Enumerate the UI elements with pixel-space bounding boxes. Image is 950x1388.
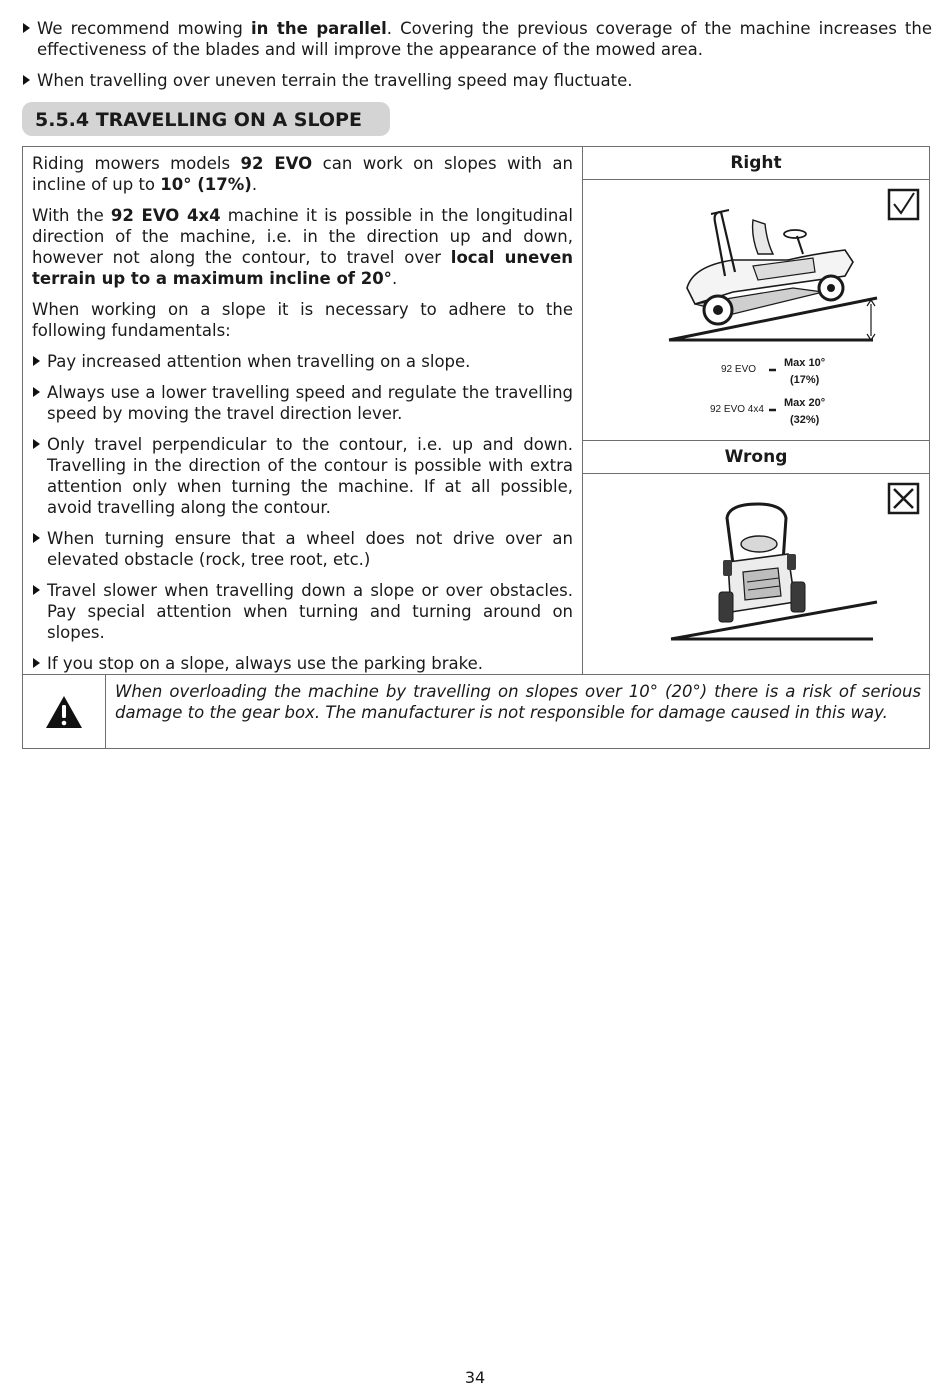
warning-box — [22, 674, 930, 749]
warning-icon-cell — [23, 675, 106, 748]
fundamental-bullet: Always use a lower travelling speed and regulate the travelling speed by moving the travel direction lever. — [32, 382, 573, 424]
text-run: . — [251, 175, 258, 194]
spec-model-92evo: 92 EVO — [721, 364, 757, 375]
spec-max-92evo-4x4: Max 20° — [784, 397, 826, 409]
text-run: . — [391, 269, 398, 288]
bold-run: 92 EVO — [240, 154, 313, 173]
illustration-column — [583, 147, 929, 674]
fundamental-bullet: Travel slower when travelling down a slope or over obstacles. Pay special attention when turning and turning around on slopes. — [32, 580, 573, 643]
paragraph-92evo — [32, 153, 573, 195]
bold-run: 92 EVO 4x4 — [110, 206, 221, 225]
fundamental-bullet: Pay increased attention when travelling on a slope. — [32, 351, 573, 372]
intro-bullet-uneven: When travelling over uneven terrain the travelling speed may fluctuate. — [22, 70, 932, 91]
fundamental-bullet: Only travel perpendicular to the contour, i.e. up and down. Travelling in the direction of the contour is possible with extra attention only when turning the machine. If at all possible, avoid travelling along the contour. — [32, 434, 573, 518]
slope-table — [22, 146, 930, 675]
intro-text: . Covering the previous coverage of the machine increases the effectiveness of the blades and will improve the appearance of the mowed area. — [37, 19, 932, 59]
spec-model-92evo-4x4: 92 EVO 4x4 — [710, 404, 764, 415]
mower-uphill-illustration — [583, 180, 929, 440]
intro-bold-text: in the parallel — [250, 19, 387, 38]
mower-across-slope-illustration — [583, 474, 929, 674]
text-run: With the — [32, 206, 111, 225]
bold-run: local uneven terrain up to a maximum incline of 20° — [32, 248, 574, 288]
spec-percent-92evo: (17%) — [790, 374, 820, 386]
text-run: can work on slopes with an incline of up to — [32, 154, 574, 194]
section-title: 5.5.4 TRAVELLING ON A SLOPE — [22, 102, 390, 136]
warning-triangle-icon — [45, 695, 83, 729]
spec-percent-92evo-4x4: (32%) — [790, 414, 820, 426]
text-run: machine it is possible in the longitudinal direction of the machine, i.e. in the direction up and down, however not along the contour, to travel over — [32, 206, 573, 267]
text-run: Riding mowers models — [32, 154, 241, 173]
spec-max-92evo: Max 10° — [784, 357, 826, 369]
paragraph-fundamentals: When working on a slope it is necessary to adhere to the following fundamentals: — [32, 300, 573, 340]
paragraph-92evo-4x4 — [32, 205, 573, 289]
bold-run: 10° (17%) — [160, 175, 252, 194]
fundamental-bullet: When turning ensure that a wheel does not drive over an elevated obstacle (rock, tree root, etc.) — [32, 528, 573, 570]
intro-bullet-parallel — [22, 18, 932, 60]
checkbox-checked-icon — [889, 190, 918, 219]
page-number: 34 — [464, 1368, 486, 1387]
slope-instructions — [23, 147, 583, 674]
right-header: Right — [583, 147, 929, 180]
checkbox-crossed-icon — [889, 484, 918, 513]
intro-section — [22, 18, 932, 101]
fundamental-bullet: If you stop on a slope, always use the parking brake. — [32, 653, 573, 674]
wrong-header: Wrong — [583, 440, 929, 474]
warning-text: When overloading the machine by travelling on slopes over 10° (20°) there is a risk of serious damage to the gear box. The manufacturer is not responsible for damage caused in this way. — [115, 682, 921, 722]
intro-text: We recommend mowing — [37, 19, 251, 38]
